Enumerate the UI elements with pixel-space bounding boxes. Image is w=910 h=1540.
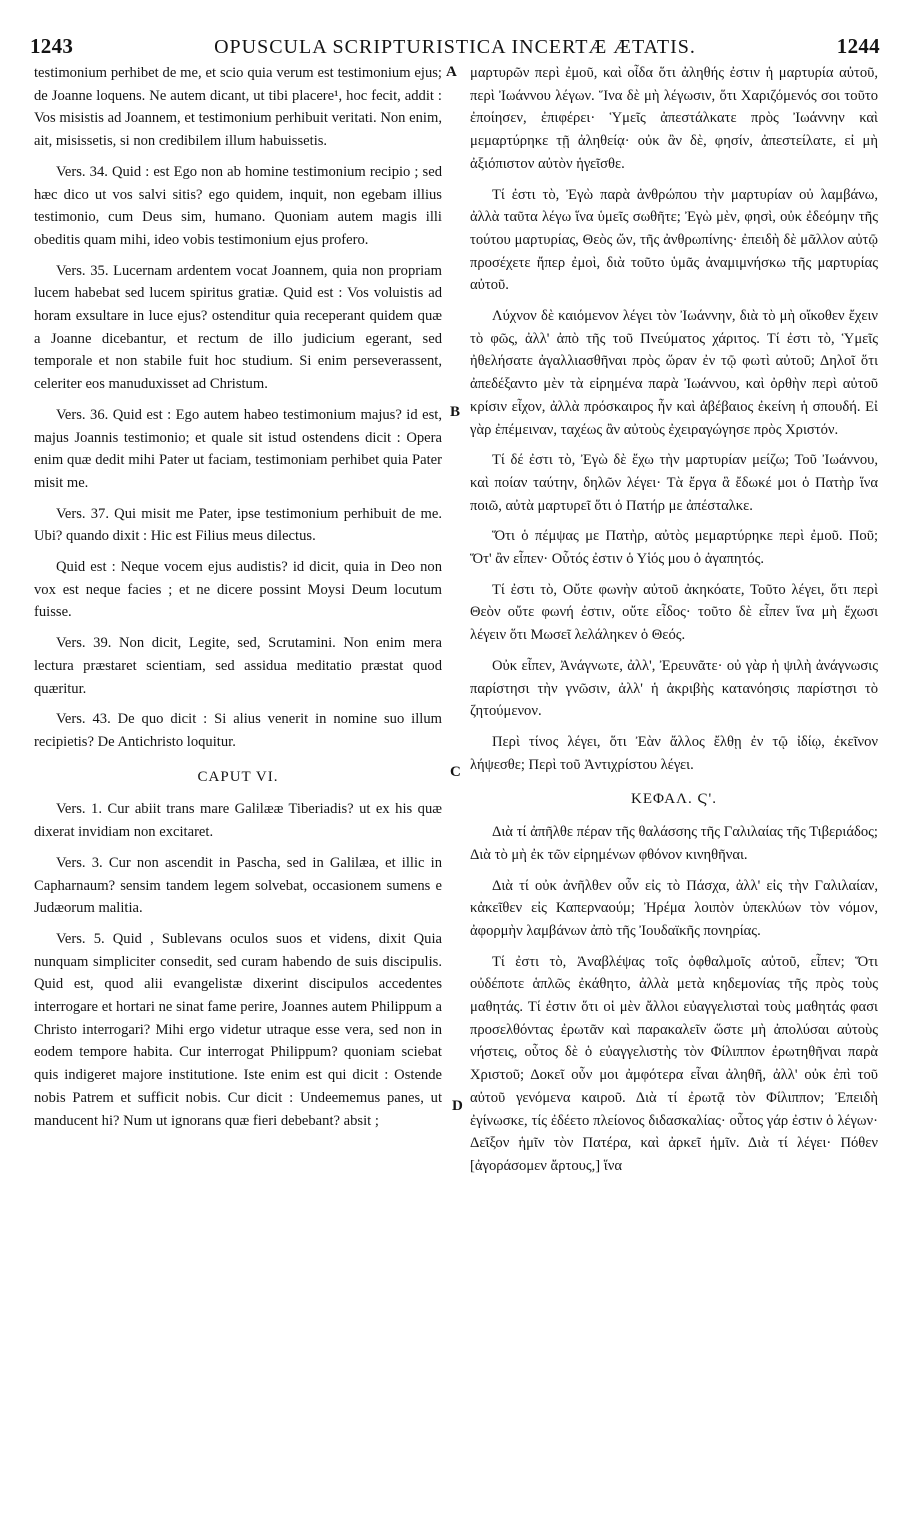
- latin-paragraph: Vers. 34. Quid : est Ego non ab homine testimonium recipio ; sed hæc dico ut vos salvi sitis? ego quidem, inquit, non egebam illius testimonio, cum Deus sim, humano. Quoniam autem magis illi obeditis quam mihi, ideo vobis testimonium ejus profero.: [34, 163, 442, 248]
- greek-paragraph: Οὐκ εἶπεν, Ἀνάγνωτε, ἀλλ', Ἐρευνᾶτε· οὐ γὰρ ἡ ψιλὴ ἀνάγνωσις παρίστησι τὴν γνῶσιν, ἀλλ' ἡ ἀκριβὴς κατανόησις παρίστησι τὸ ζητούμενον.: [470, 657, 878, 720]
- page-number-right: 1244: [836, 34, 880, 58]
- greek-paragraph: Τί ἐστι τὸ, Οὔτε φωνὴν αὐτοῦ ἀκηκόατε, Τοῦτο λέγει, ὅτι περὶ Θεὸν οὔτε φωνή ἐστιν, οὔτε εἶδος· τοῦτο δὲ εἶπεν ἵνα μὴ ἔχωσι λέγειν ὅτι Μωσεῖ λελάληκεν ὁ Θεός.: [470, 581, 878, 644]
- latin-paragraph: Vers. 3. Cur non ascendit in Pascha, sed in Galilæa, et illic in Capharnaum? sensim tandem legem solvebat, occasionem sumens e Judæorum malitia.: [34, 854, 442, 917]
- latin-paragraph: Quid est : Neque vocem ejus audistis? id dicit, quia in Deo non vox est neque facies ; et ne dicere possint Moysi Deum locutum fuisse.: [34, 559, 442, 621]
- greek-paragraph: Τί ἐστι τὸ, Ἐγὼ παρὰ ἀνθρώπου τὴν μαρτυρίαν οὐ λαμβάνω, ἀλλὰ ταῦτα λέγω ἵνα ὑμεῖς σωθῆτε; Ἐγὼ μὲν, φησὶ, οὐκ ἐδεόμην τῆς τούτου μαρτυρίας, Θεὸς ὤν, τῆς ἀνθρωπίνης· ἐπειδὴ δὲ μᾶλλον αὐτῷ προσέχετε ἤπερ ἐμοὶ, διὰ τοῦτο ὑμᾶς ἀναμιμνήσκω τῆς μαρτυρίας αὐτοῦ.: [470, 186, 878, 294]
- latin-paragraph: Vers. 5. Quid , Sublevans oculos suos et videns, dixit Quia nunquam simpliciter consedit, sed curam habendo de suis discipulis. Quid est, quod alii evangelistæ dixerint discipulos accedentes interrogare et hortari ne sinat fame perire, Joannes autem Philippum a Christo interrogari? Mihi ergo videtur utraque esse vera, sed non in eodem tempore habita. Cur interrogat Philippum? quoniam sciebat quis indigeret majore institutione. Iste enim est qui dicit : Ostende nobis Patrem et sufficit nobis. Cur dicit : Undeememus panes, ut manducent hi? Num ut ignorans quæ fieri debebant? absit ;: [34, 930, 442, 1129]
- latin-paragraph: Vers. 37. Qui misit me Pater, ipse testimonium perhibuit de me. Ubi? quando dixit : Hic est Filius meus dilectus.: [34, 505, 442, 545]
- chapter-heading-greek: ΚΕΦΑΛ. Ϛ'.: [631, 791, 717, 808]
- latin-paragraph: Vers. 39. Non dicit, Legite, sed, Scrutamini. Non enim mera lectura præstaret scientiam, sed assidua meditatio præstat quod quæritur.: [34, 635, 442, 697]
- margin-letter-c: C: [450, 764, 461, 780]
- running-title: OPUSCULA SCRIPTURISTICA INCERTÆ ÆTATIS.: [214, 36, 696, 58]
- latin-column: [34, 62, 442, 1140]
- greek-paragraph: Περὶ τίνος λέγει, ὅτι Ἐὰν ἄλλος ἔλθῃ ἐν τῷ ἰδίῳ, ἐκεῖνον λήψεσθε; Περὶ τοῦ Ἀντιχρίστου λέγει.: [470, 733, 878, 773]
- latin-paragraph: Vers. 35. Lucernam ardentem vocat Joannem, quia non propriam lucem habebat sed lucem spiritus gratiæ. Quid est : Vos voluistis ad horam exsultare in luce ejus? ostenditur quia receperant quidem quæ a Joanne dicebantur, et rectum de illo judicium egerant, sed temporale et non stabile fuit hoc studium. Si enim perseverassent, celeriter eos manuduxisset ad Christum.: [34, 262, 442, 393]
- page-header: [30, 34, 880, 60]
- greek-paragraph: Διὰ τί οὐκ ἀνῆλθεν οὖν εἰς τὸ Πάσχα, ἀλλ' εἰς τὴν Γαλιλαίαν, κἀκεῖθεν εἰς Καπερναούμ; Ἠρέμα λοιπὸν ὑπεκλύων τὸν νόμον, ἀφορμὴν λαμβάνων ἀπὸ τῆς Ἰουδαϊκῆς πονηρίας.: [470, 877, 878, 939]
- latin-paragraph: testimonium perhibet de me, et scio quia verum est testimonium ejus; de Joanne loquens. Ne autem dicant, ut tibi placere¹, hoc fecit, addit : Vos misistis ad Joannem, et testimonium perhibuit veritati. Non enim, ait, misissetis, si non credibilem illum habuissetis.: [34, 65, 442, 150]
- greek-paragraph: Τί δέ ἐστι τὸ, Ἐγὼ δὲ ἔχω τὴν μαρτυρίαν μείζω; Τοῦ Ἰωάννου, καὶ ποίαν ταύτην, δηλῶν λέγει· Τὰ ἔργα ἃ ἔδωκέ μοι ὁ Πατὴρ ἵνα ποιῶ, αὐτὰ μαρτυρεῖ ὅτι ὁ Πατήρ με ἀπέσταλκε.: [470, 452, 878, 514]
- latin-paragraph: Vers. 36. Quid est : Ego autem habeo testimonium majus? id est, majus Joannis testimonio; et quale sit istud ostendens dicit : Opera enim quæ dedit mihi Pater ut faciam, testimoniam perhibet quia Pater misit me.: [34, 406, 442, 491]
- greek-paragraph: Ὅτι ὁ πέμψας με Πατὴρ, αὐτὸς μεμαρτύρηκε περὶ ἐμοῦ. Ποῦ; Ὅτ' ἂν εἶπεν· Οὗτός ἐστιν ὁ Υἱός μου ὁ ἀγαπητός.: [470, 528, 878, 568]
- page-number-left: 1243: [30, 34, 74, 58]
- margin-letter-a: A: [446, 64, 457, 80]
- greek-paragraph: μαρτυρῶν περὶ ἐμοῦ, καὶ οἶδα ὅτι ἀληθής ἐστιν ἡ μαρτυρία αὐτοῦ, περὶ Ἰωάννου λέγων. Ἵνα δὲ μὴ λέγωσιν, ὅτι Χαριζόμενός σοι τοῦτο ἐποίησεν, ἐπιφέρει· Ὑμεῖς ἀπεστάλκατε πρὸς Ἰωάννην καὶ μεμαρτύρηκε τῇ ἀληθείᾳ· οὐκ ἂν δὲ, φησίν, ἀπεστείλατε, εἰ μὴ ἀξιόπιστον αὐτὸν ἡγεῖσθε.: [470, 65, 878, 172]
- greek-paragraph: Διὰ τί ἀπῆλθε πέραν τῆς θαλάσσης τῆς Γαλιλαίας τῆς Τιβεριάδος; Διὰ τὸ μὴ ἐκ τῶν εἰρημένων φθόνον κινηθῆναι.: [470, 824, 878, 863]
- latin-paragraph: Vers. 1. Cur abiit trans mare Galilææ Tiberiadis? ut ex his quæ dixerat invidiam non excitaret.: [34, 801, 442, 841]
- margin-letter-d: D: [452, 1098, 463, 1114]
- greek-paragraph: Λύχνον δὲ καιόμενον λέγει τὸν Ἰωάννην, διὰ τὸ μὴ οἴκοθεν ἔχειν τὸ φῶς, ἀλλ' ἀπὸ τῆς τοῦ Πνεύματος χάριτος. Τί ἐστι τὸ, Ὑμεῖς ἠθελήσατε ἀγαλλιασθῆναι πρὸς ὥραν ἐν τῷ φωτὶ αὐτοῦ; Δηλοῖ ὅτι ἀπεδέξαντο μὲν τὰ εἰρημένα παρὰ Ἰωάννου, καὶ ὀρθὴν περὶ αὐτοῦ κρίσιν εἶχον, ἀλλὰ πρόσκαιρος ἦν καὶ ἀβέβαιος ἐκείνη ἡ σπουδή. Εἰ γὰρ ἐπέμειναν, ταχέως ἂν αὐτοὺς ἐχειραγώγησε πρὸς Χριστόν.: [470, 308, 878, 438]
- margin-letter-b: B: [450, 404, 461, 420]
- greek-column: [470, 62, 878, 1186]
- greek-paragraph: Τί ἐστι τὸ, Ἀναβλέψας τοῖς ὀφθαλμοῖς αὐτοῦ, εἶπεν; Ὅτι οὐδέποτε ἁπλῶς ἐκάθητο, ἀλλὰ μετὰ κηδεμονίας τῆς πρὸς τοὺς μαθητάς. Τί ἐστιν ὅτι οἱ μὲν ἄλλοι εὐαγγελισταὶ τοὺς μαθητάς φασι προσελθόντας ἐρωτᾶν καὶ παρακαλεῖν ὥστε μὴ ἀπολύσαι αὐτοὺς νήστεις, οὗτος δὲ ὁ εὐαγγελιστὴς τὸν Φίλιππον ἐρωτηθῆναι παρὰ Χριστοῦ; Δοκεῖ οὖν μοι ἀμφότερα εἶναι ἀληθῆ, ἀλλ' οὐκ ἐπὶ τοῦ αὐτοῦ γενόμενα καιροῦ. Διὰ τί ἐρωτᾷ τὸν Φίλιππον; Ἐπειδὴ ἐγίνωσκε, τίς ἐδέετο πλείονος διδασκαλίας· οὗτος γάρ ἐστιν ὁ λέγων· Δεῖξον ἡμῖν τὸν Πατέρα, καὶ ἀρκεῖ ἡμῖν. Διὰ τί λέγει· Πόθεν [ἀγοράσομεν ἄρτους,] ἵνα: [470, 953, 878, 1174]
- chapter-heading-latin: CAPUT VI.: [197, 768, 279, 785]
- latin-paragraph: Vers. 43. De quo dicit : Si alius venerit in nomine suo illum recipietis? De Antichristo loquitur.: [34, 711, 442, 750]
